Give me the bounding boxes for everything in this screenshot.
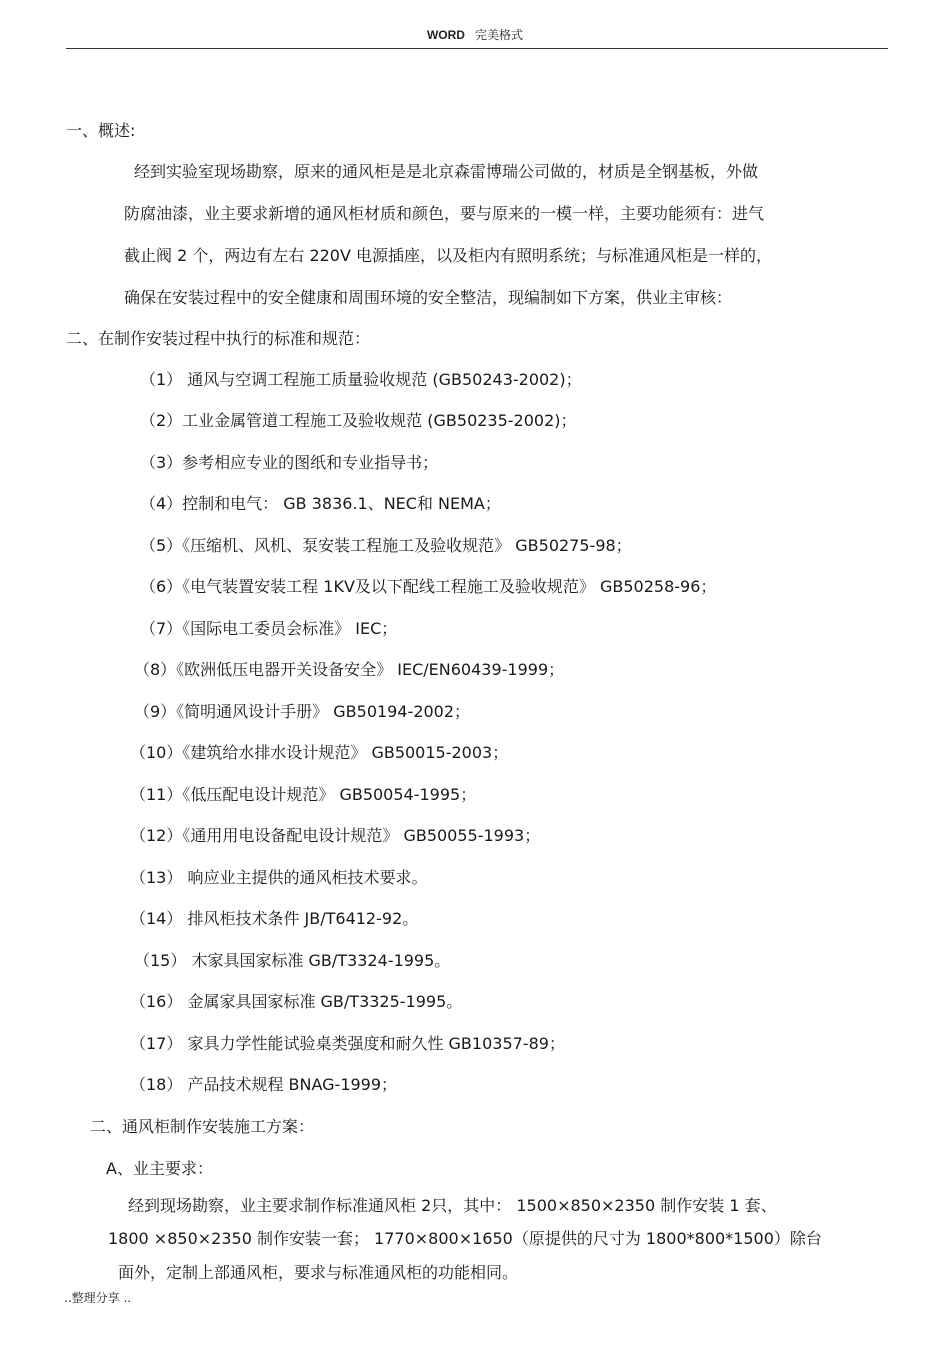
header-brand: WORD: [426, 28, 465, 42]
page-header: [0, 26, 950, 43]
list-item: （17） 家具力学性能试验桌类强度和耐久性 GB10357-89；: [130, 1034, 565, 1053]
list-item: （14） 排风柜技术条件 JB/T6412-92。: [130, 909, 419, 928]
list-item: （1） 通风与空调工程施工质量验收规范 (GB50243-2002)；: [140, 370, 582, 389]
list-item: （8）《欧洲低压电器开关设备安全》 IEC/EN60439-1999；: [134, 660, 565, 679]
list-item: （15） 木家具国家标准 GB/T3324-1995。: [134, 951, 451, 970]
list-item: （4）控制和电气： GB 3836.1、NEC和 NEMA；: [140, 494, 501, 513]
list-item: （18） 产品技术规程 BNAG-1999；: [130, 1075, 398, 1094]
list-item: （5）《压缩机、风机、泵安装工程施工及验收规范》 GB50275-98；: [140, 536, 632, 555]
paragraph-line: 1800 ×850×2350 制作安装一套； 1770×800×1650（原提供的尺寸为 1800*800*1500）除台: [108, 1229, 822, 1248]
list-item: （6）《电气装置安装工程 1KV及以下配线工程施工及验收规范》 GB50258-96；: [140, 577, 717, 596]
paragraph-line: 防腐油漆，业主要求新增的通风柜材质和颜色，要与原来的一模一样，主要功能须有：进气: [124, 204, 765, 223]
list-item: （7）《国际电工委员会标准》 IEC；: [140, 619, 398, 638]
list-item: （3）参考相应专业的图纸和专业指导书；: [140, 453, 439, 472]
list-item: （10）《建筑给水排水设计规范》 GB50015-2003；: [130, 743, 509, 762]
list-item: （2）工业金属管道工程施工及验收规范 (GB50235-2002)；: [140, 411, 577, 430]
section-heading-overview: 一、概述:: [66, 121, 136, 140]
section-heading-plan: 二、通风柜制作安装施工方案：: [90, 1117, 315, 1136]
list-item: （13） 响应业主提供的通风柜技术要求。: [130, 868, 428, 887]
section-heading-standards: 二、在制作安装过程中执行的标准和规范：: [66, 329, 371, 348]
list-item: （11）《低压配电设计规范》 GB50054-1995；: [130, 785, 477, 804]
paragraph-line: 经到现场勘察，业主要求制作标准通风柜 2只，其中： 1500×850×2350 制作安装 1 套、: [128, 1196, 777, 1215]
paragraph-line: 经到实验室现场勘察，原来的通风柜是是北京森雷博瑞公司做的，材质是全钢基板，外做: [134, 162, 759, 181]
list-item: （9）《简明通风设计手册》 GB50194-2002；: [134, 702, 471, 721]
list-item: （16） 金属家具国家标准 GB/T3325-1995。: [130, 992, 463, 1011]
page-footer: ..整理分享 ..: [64, 1291, 132, 1305]
paragraph-line: 确保在安装过程中的安全健康和周围环境的安全整洁，现编制如下方案，供业主审核：: [124, 288, 733, 307]
subsection-heading: A、业主要求：: [106, 1159, 213, 1178]
header-subtitle: 完美格式: [474, 28, 523, 42]
paragraph-line: 截止阀 2 个，两边有左右 220V 电源插座，以及柜内有照明系统；与标准通风柜是一样的，: [124, 246, 773, 265]
header-divider: [66, 48, 888, 49]
paragraph-line: 面外，定制上部通风柜，要求与标准通风柜的功能相同。: [118, 1263, 519, 1282]
list-item: （12）《通用用电设备配电设计规范》 GB50055-1993；: [130, 826, 541, 845]
